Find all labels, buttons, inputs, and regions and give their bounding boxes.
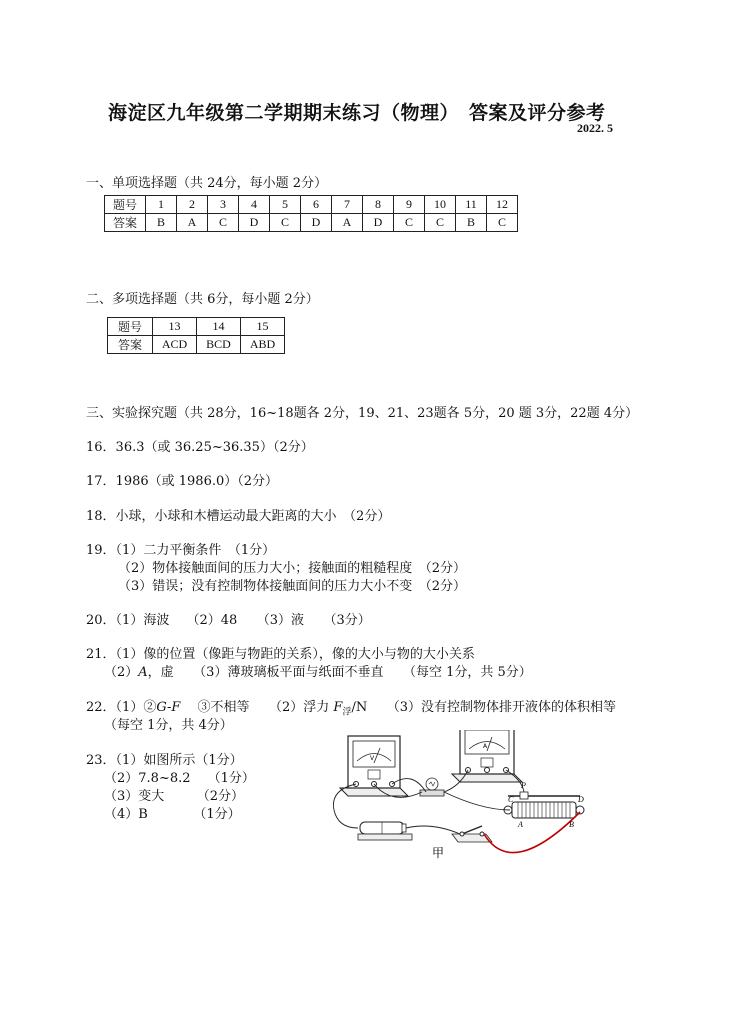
answer-cell: C [425, 214, 456, 232]
answer-q19-2: （2）物体接触面间的压力大小；接触面的粗糙程度 （2分） [118, 561, 467, 576]
question-number: 12 [487, 196, 518, 214]
answer-q18: 18．小球，小球和木槽运动最大距离的大小 （2分） [86, 509, 391, 524]
answer-cell: D [301, 214, 332, 232]
section1-answer-table [104, 195, 518, 232]
q22-1-subscript: 浮 [342, 707, 352, 718]
figure-caption: 甲 [432, 846, 445, 860]
section2-answer-table [107, 317, 285, 354]
answer-q22-2: （每空 1分，共 4分） [104, 718, 233, 733]
lamp-icon [420, 778, 444, 796]
question-number: 14 [197, 318, 241, 336]
answer-cell: B [456, 214, 487, 232]
rheostat-icon [504, 792, 584, 818]
label-d: D [578, 795, 584, 804]
question-number: 2 [177, 196, 208, 214]
answer-q21-1: 21．（1）像的位置（像距与物距的关系），像的大小与物的大小关系 [86, 647, 475, 662]
battery-icon [358, 822, 412, 840]
section2-heading: 二、多项选择题（共 6分，每小题 2分） [86, 292, 319, 307]
answer-q23-1: 23．（1）如图所示（1分） [86, 753, 243, 768]
q22-1-formula: G-F [156, 700, 181, 715]
answer-cell: A [332, 214, 363, 232]
table-row-questions [108, 318, 285, 336]
question-number: 6 [301, 196, 332, 214]
voltmeter-icon [340, 736, 408, 796]
q22-1-force-symbol: F [333, 700, 343, 715]
label-c: C [508, 795, 514, 804]
answer-cell: D [363, 214, 394, 232]
answer-q16: 16．36.3（或 36.25~36.35）（2分） [86, 440, 314, 455]
q22-1-middle: ③不相等 （2）浮力 [180, 700, 334, 715]
answer-cell: B [146, 214, 177, 232]
label-a: A [518, 820, 523, 829]
question-number: 1 [146, 196, 177, 214]
page-title: 海淀区九年级第二学期期末练习（物理） 答案及评分参考 [108, 102, 606, 124]
question-number: 15 [241, 318, 285, 336]
q21-2-rest: ，虚 （3）薄玻璃板平面与纸面不垂直 （每空 1分，共 5分） [147, 665, 532, 680]
section3-heading: 三、实验探究题（共 28分，16~18题各 2分，19、21、23题各 5分，20 题 3分，22题 4分） [86, 406, 639, 421]
question-number: 9 [394, 196, 425, 214]
answer-cell: C [487, 214, 518, 232]
answer-cell: A [177, 214, 208, 232]
question-number: 11 [456, 196, 487, 214]
table-row-answers [108, 336, 285, 354]
answer-q17: 17．1986（或 1986.0）（2分） [86, 474, 279, 489]
question-number: 7 [332, 196, 363, 214]
answer-cell: D [239, 214, 270, 232]
row-label-answer: 答案 [105, 214, 146, 232]
section1-heading: 一、单项选择题（共 24分，每小题 2分） [86, 176, 328, 191]
label-p: P [521, 781, 526, 790]
circuit-diagram [322, 730, 612, 860]
switch-icon [452, 826, 492, 842]
question-number: 3 [208, 196, 239, 214]
answer-q20: 20．（1）海波 （2）48 （3）液 （3分） [86, 613, 371, 628]
label-b: B [569, 820, 574, 829]
q21-2-variable: A [138, 665, 148, 680]
answer-q23-2: （2）7.8~8.2 （1分） [104, 771, 255, 786]
answer-q19-1: 19．（1）二力平衡条件 （1分） [86, 543, 276, 558]
exam-date: 2022. 5 [577, 121, 613, 135]
answer-q23-4: （4）B （1分） [104, 807, 241, 822]
table-row-questions [105, 196, 518, 214]
answer-cell: ABD [241, 336, 285, 354]
q21-2-prefix: （2） [104, 665, 139, 680]
answer-cell: BCD [197, 336, 241, 354]
answer-q23-3: （3）变大 （2分） [104, 789, 245, 804]
q22-1-prefix: 22．（1）② [86, 700, 157, 715]
question-number: 5 [270, 196, 301, 214]
row-label-question: 题号 [108, 318, 153, 336]
svg-text:A: A [483, 743, 488, 750]
answer-q21-2 [104, 661, 532, 680]
question-number: 8 [363, 196, 394, 214]
answer-cell: C [208, 214, 239, 232]
svg-text:V: V [370, 755, 375, 762]
answer-cell: C [394, 214, 425, 232]
row-label-question: 题号 [105, 196, 146, 214]
question-number: 13 [153, 318, 197, 336]
answer-cell: ACD [153, 336, 197, 354]
row-label-answer: 答案 [108, 336, 153, 354]
question-number: 10 [425, 196, 456, 214]
answer-cell: C [270, 214, 301, 232]
answer-q19-3: （3）错误；没有控制物体接触面间的压力大小不变 （2分） [118, 579, 467, 594]
question-number: 4 [239, 196, 270, 214]
q22-1-rest: /N （3）没有控制物体排开液体的体积相等 [351, 700, 616, 715]
table-row-answers [105, 214, 518, 232]
